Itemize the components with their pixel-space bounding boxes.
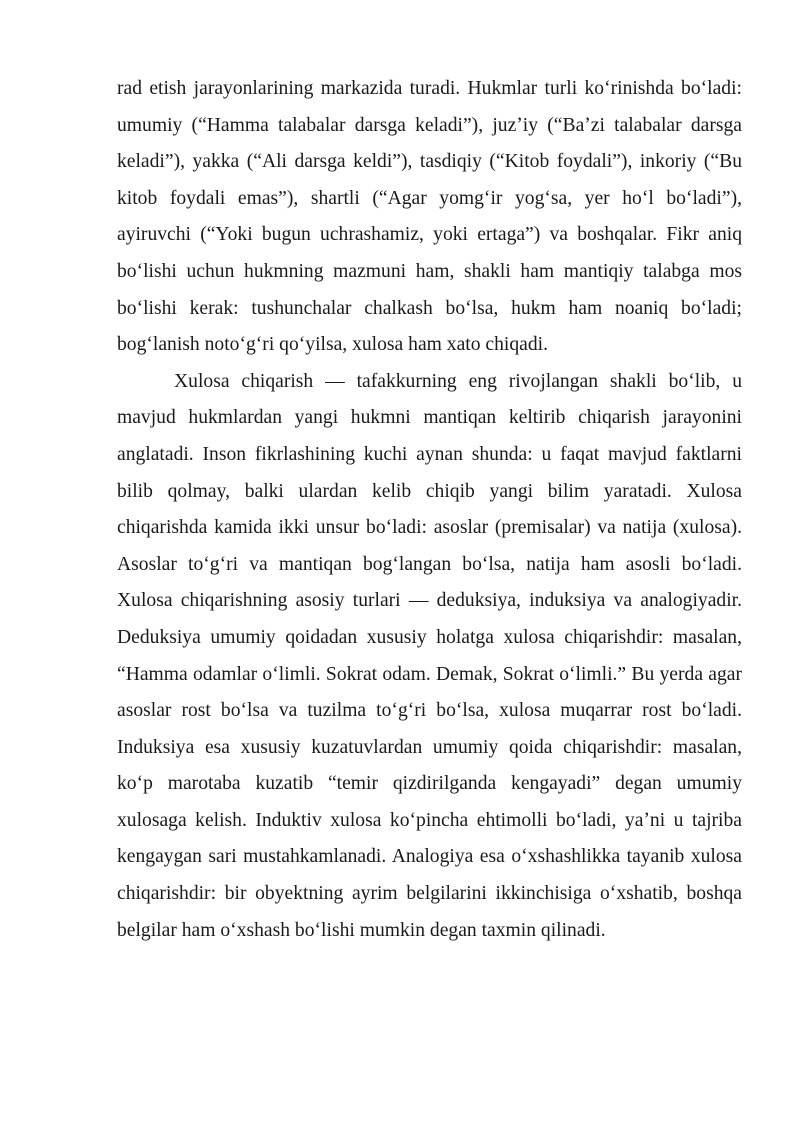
document-page bbox=[117, 71, 742, 949]
body-paragraph: Xulosa chiqarish — tafakkurning eng rivojlangan shakli boʻlib, u mavjud hukmlardan yangi hukmni mantiqan keltirib chiqarish jarayonini anglatadi. Inson fikrlashining kuchi aynan shunda: u faqat mavjud faktlarni bilib qolmay, balki ulardan kelib chiqib yangi bilim yaratadi. Xulosa chiqarishda kamida ikki unsur boʻladi: asoslar (premisalar) va natija (xulosa). Asoslar toʻgʻri va mantiqan bogʻlangan boʻlsa, natija ham asosli boʻladi. Xulosa chiqarishning asosiy turlari — deduksiya, induksiya va analogiyadir. Deduksiya umumiy qoidadan xususiy holatga xulosa chiqarishdir: masalan, “Hamma odamlar oʻlimli. Sokrat odam. Demak, Sokrat oʻlimli.” Bu yerda agar asoslar rost boʻlsa va tuzilma toʻgʻri boʻlsa, xulosa muqarrar rost boʻladi. Induksiya esa xususiy kuzatuvlardan umumiy qoida chiqarishdir: masalan, koʻp marotaba kuzatib “temir qizdirilganda kengayadi” degan umumiy xulosaga kelish. Induktiv xulosa koʻpincha ehtimolli boʻladi, yaʼni u tajriba kengaygan sari mustahkamlanadi. Analogiya esa oʻxshashlikka tayanib xulosa chiqarishdir: bir obyektning ayrim belgilarini ikkinchisiga oʻxshatib, boshqa belgilar ham oʻxshash boʻlishi mumkin degan taxmin qilinadi. bbox=[117, 370, 742, 941]
body-paragraph: rad etish jarayonlarining markazida turadi. Hukmlar turli koʻrinishda boʻladi: umumiy (“Hamma talabalar darsga keladi”), juzʼiy (“Baʼzi talabalar darsga keladi”), yakka (“Ali darsga keldi”), tasdiqiy (“Kitob foydali”), inkoriy (“Bu kitob foydali emas”), shartli (“Agar yomgʻir yogʻsa, yer hoʻl boʻladi”), ayiruvchi (“Yoki bugun uchrashamiz, yoki ertaga”) va boshqalar. Fikr aniq boʻlishi uchun hukmning mazmuni ham, shakli ham mantiqiy talabga mos boʻlishi kerak: tushunchalar chalkash boʻlsa, hukm ham noaniq boʻladi; bogʻlanish notoʻgʻri qoʻyilsa, xulosa ham xato chiqadi. bbox=[117, 78, 742, 356]
